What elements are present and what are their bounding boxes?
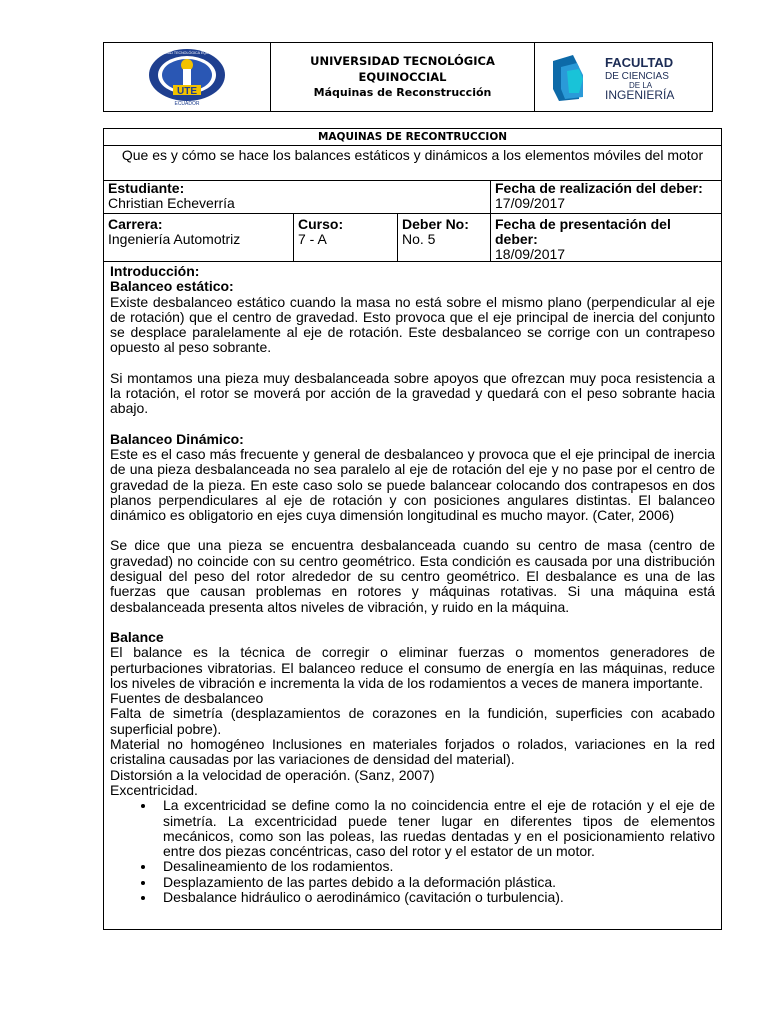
date-done-cell xyxy=(490,181,721,213)
date-present-value: 18/09/2017 xyxy=(495,246,566,262)
assignment-table xyxy=(103,128,722,930)
assignment-title: MAQUINAS DE RECONTRUCCION xyxy=(104,129,721,146)
course-value: 7 - A xyxy=(298,231,327,247)
sources-heading: Fuentes de desbalanceo xyxy=(110,690,264,707)
assignment-topic: Que es y cómo se hace los balances estáticos y dinámicos a los elementos móviles del motor xyxy=(104,146,721,181)
homework-value: No. 5 xyxy=(402,231,436,247)
eccentricity-list xyxy=(110,798,715,905)
static-paragraph-2: Si montamos una pieza muy desbalanceada sobre apoyos que ofrezcan muy poca resistencia a la rotación, el rotor se moverá por acción de la gravedad y quedará con el peso sobrante hacia abajo. xyxy=(110,369,715,417)
list-item: • Desbalance hidráulico o aerodinámico (cavitación o turbulencia). xyxy=(156,890,715,905)
university-name: UNIVERSIDAD TECNOLÓGICA EQUINOCCIAL xyxy=(310,54,495,84)
dynamic-paragraph-1: Este es el caso más frecuente y general de desbalanceo y provoca que el eje principal de inercia de una pieza desbalanceada no sea paralelo al eje de rotación del eje y no pase por el centro de gravedad de la pieza. En este caso solo se puede balancear colocando dos contrapesos en dos planos perpendiculares al eje de rotación y con posiciones angulares distintas. El balanceo dinámico es obligatorio en ejes cuya dimensión longitudinal es mucho mayor. (Cater, 2006) xyxy=(110,445,715,524)
svg-text:DE CIENCIAS: DE CIENCIAS xyxy=(604,71,669,82)
date-present-cell xyxy=(490,214,721,261)
dynamic-paragraph-2: Se dice que una pieza se encuentra desbalanceada cuando su centro de masa (centro de gravedad) no coincide con su centro geométrico. Esta condición es causada por una distribución desigual del peso del rotor alrededor de su centro geométrico. El desbalance es una de las fuerzas que causan problemas en rotores y máquinas rotativas. Si una máquina está desbalanceada presenta altos niveles de vibración, y ruido en la máquina. xyxy=(110,537,715,615)
balance-paragraph: El balance es la técnica de corregir o eliminar fuerzas o momentos generadores de perturbaciones vibratorias. El balanceo reduce el consumo de energía en las máquinas, reduce los niveles de vibración e incrementa la vida de los rodamientos a veces de manera importante. xyxy=(110,644,715,691)
career-cell xyxy=(104,214,293,261)
subject-name: Máquinas de Reconstrucción xyxy=(313,86,492,99)
static-heading: Balanceo estático: xyxy=(110,278,234,295)
date-done-label: Fecha de realización del deber: xyxy=(495,180,703,196)
content-row xyxy=(104,262,721,929)
career-row xyxy=(104,214,721,262)
student-cell xyxy=(104,181,490,213)
list-item: • Desalineamiento de los rodamientos. xyxy=(156,859,715,874)
static-paragraph-1: Existe desbalanceo estático cuando la masa no está sobre el mismo plano (perpendicular al eje de rotación) que el centro de gravedad. Esto provoca que el eje principal de inercia del conjunto se desplace paralelamente al eje de rotación. Este desbalanceo se corrige con un contrapeso opuesto al peso sobrante. xyxy=(110,293,715,356)
career-label: Carrera: xyxy=(108,216,163,232)
list-item: • Desplazamiento de las partes debido a la deformación plástica. xyxy=(156,875,715,890)
source-item-4: Excentricidad. xyxy=(110,781,198,798)
student-row xyxy=(104,181,721,214)
source-item-1: Falta de simetría (desplazamientos de corazones en la fundición, superficies con acabado superficial pobre). xyxy=(110,705,715,737)
course-cell xyxy=(293,214,397,261)
svg-text:UNIVERSIDAD TECNOLÓGICA EQUINO: UNIVERSIDAD TECNOLÓGICA EQUINOCCIAL xyxy=(148,51,226,55)
balance-heading: Balance xyxy=(110,628,164,645)
list-item: • La excentricidad se define como la no coincidencia entre el eje de rotación y el eje de simetría. La excentricidad puede tener lugar en diferentes tipos de elementos mecánicos, como son las poleas, las ruedas dentadas y en el posicionamiento relativo entre dos piezas concéntricas, caso del rotor y el estator de un motor. xyxy=(156,798,715,859)
faculty-logo xyxy=(535,43,712,111)
svg-text:DE LA: DE LA xyxy=(628,81,652,90)
ute-emblem-icon xyxy=(135,47,239,107)
student-value: Christian Echeverría xyxy=(108,195,235,211)
date-present-label: Fecha de presentación del deber: xyxy=(495,216,671,247)
intro-heading: Introducción: xyxy=(110,263,200,279)
dynamic-heading: Balanceo Dinámico: xyxy=(110,430,244,447)
faculty-emblem-icon xyxy=(549,49,699,105)
date-done-value: 17/09/2017 xyxy=(495,195,566,211)
svg-text:ECUADOR: ECUADOR xyxy=(174,101,200,107)
document-header xyxy=(103,42,713,112)
homework-label: Deber No: xyxy=(402,216,469,232)
source-item-3: Distorsión a la velocidad de operación. (Sanz, 2007) xyxy=(110,766,435,783)
header-titles xyxy=(271,43,535,111)
course-label: Curso: xyxy=(298,216,344,232)
homework-cell xyxy=(397,214,490,261)
svg-text:UTE: UTE xyxy=(177,86,197,97)
svg-text:INGENIERÍA: INGENIERÍA xyxy=(604,88,674,102)
svg-text:FACULTAD: FACULTAD xyxy=(604,55,673,70)
content-body xyxy=(104,262,721,929)
career-value: Ingeniería Automotriz xyxy=(108,231,241,247)
source-item-2: Material no homogéneo Inclusiones en materiales forjados o rolados, variaciones en la red cristalina causadas por las variaciones de densidad del material). xyxy=(110,736,715,768)
student-label: Estudiante: xyxy=(108,180,185,196)
ute-logo xyxy=(104,43,271,111)
